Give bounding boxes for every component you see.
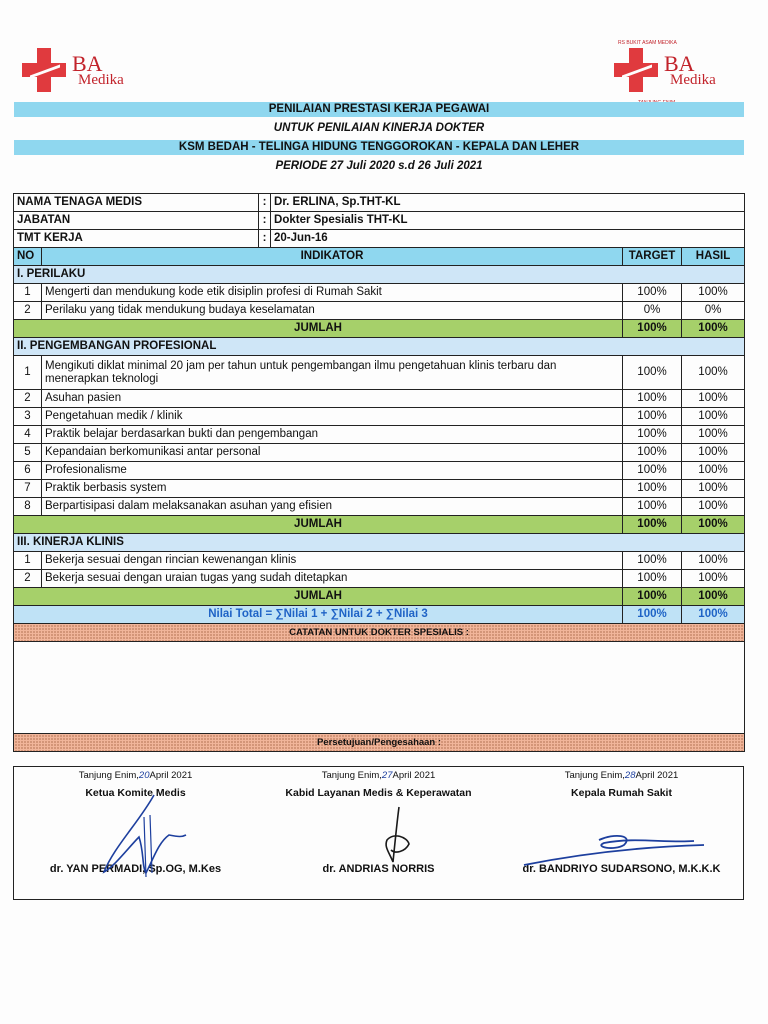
- header-title: PENILAIAN PRESTASI KERJA PEGAWAI: [14, 102, 744, 117]
- section-title: III. KINERJA KLINIS: [14, 534, 745, 552]
- table-row: [14, 570, 745, 588]
- row-target: 100%: [623, 498, 682, 516]
- table-row: [14, 444, 745, 462]
- table-row: [14, 390, 745, 408]
- signer-role: Kabid Layanan Medis & Keperawatan: [285, 787, 472, 799]
- info-separator: :: [259, 212, 271, 230]
- table-row: [14, 408, 745, 426]
- column-header-hasil: HASIL: [682, 248, 745, 266]
- signer-role: Ketua Komite Medis: [85, 787, 186, 799]
- row-hasil: 100%: [682, 284, 745, 302]
- medical-cross-icon: [20, 46, 68, 94]
- evaluation-table: [13, 193, 745, 752]
- header-subtitle: UNTUK PENILAIAN KINERJA DOKTER: [273, 122, 485, 134]
- row-hasil: 100%: [682, 356, 745, 390]
- row-hasil: 100%: [682, 552, 745, 570]
- brand-name: BA: [72, 50, 103, 76]
- row-target: 100%: [623, 444, 682, 462]
- signature-mark: [369, 802, 429, 882]
- signature-column: [257, 767, 500, 875]
- table-row: [14, 356, 745, 390]
- sum-hasil: 100%: [682, 516, 745, 534]
- info-value: Dokter Spesialis THT-KL: [271, 212, 745, 230]
- info-row: [14, 230, 745, 248]
- row-target: 100%: [623, 356, 682, 390]
- row-number: 5: [14, 444, 42, 462]
- notes-header: CATATAN UNTUK DOKTER SPESIALIS :: [14, 624, 745, 642]
- signer-name: dr. ANDRIAS NORRIS: [322, 863, 435, 875]
- date-prefix: Tanjung Enim,: [321, 770, 382, 781]
- signature-box: [13, 766, 744, 900]
- total-target: 100%: [623, 606, 682, 624]
- table-row: [14, 462, 745, 480]
- row-target: 100%: [623, 480, 682, 498]
- date-day: 27: [381, 770, 393, 781]
- signer-role: Kepala Rumah Sakit: [571, 787, 672, 799]
- date-prefix: Tanjung Enim,: [564, 770, 625, 781]
- date-suffix: April 2021: [635, 770, 679, 781]
- signer-name: dr. BANDRIYO SUDARSONO, M.K.K.K: [522, 863, 721, 875]
- column-header-target: TARGET: [623, 248, 682, 266]
- section-header-row: [14, 266, 745, 284]
- approval-header-row: [14, 734, 745, 752]
- row-hasil: 100%: [682, 462, 745, 480]
- row-indicator: Praktik berbasis system: [42, 480, 623, 498]
- row-indicator: Perilaku yang tidak mendukung budaya keselamatan: [42, 302, 623, 320]
- date-prefix: Tanjung Enim,: [78, 770, 139, 781]
- info-label: TMT KERJA: [14, 230, 259, 248]
- total-label: Nilai Total = ∑Nilai 1 + ∑Nilai 2 + ∑Nilai 3: [14, 606, 623, 624]
- sum-target: 100%: [623, 588, 682, 606]
- row-number: 1: [14, 284, 42, 302]
- info-row: [14, 212, 745, 230]
- row-number: 1: [14, 552, 42, 570]
- row-hasil: 100%: [682, 426, 745, 444]
- table-row: [14, 480, 745, 498]
- sum-hasil: 100%: [682, 588, 745, 606]
- row-hasil: 100%: [682, 570, 745, 588]
- row-hasil: 100%: [682, 408, 745, 426]
- row-hasil: 100%: [682, 480, 745, 498]
- row-indicator: Bekerja sesuai dengan uraian tugas yang sudah ditetapkan: [42, 570, 623, 588]
- row-number: 4: [14, 426, 42, 444]
- signature-date: [500, 770, 743, 781]
- table-row: [14, 426, 745, 444]
- info-label: NAMA TENAGA MEDIS: [14, 194, 259, 212]
- sum-target: 100%: [623, 320, 682, 338]
- notes-header-row: [14, 624, 745, 642]
- row-target: 100%: [623, 408, 682, 426]
- row-indicator: Praktik belajar berdasarkan bukti dan pengembangan: [42, 426, 623, 444]
- row-number: 6: [14, 462, 42, 480]
- row-target: 100%: [623, 390, 682, 408]
- row-indicator: Pengetahuan medik / klinik: [42, 408, 623, 426]
- notes-body-row: [14, 642, 745, 734]
- row-indicator: Kepandaian berkomunikasi antar personal: [42, 444, 623, 462]
- table-header-row: [14, 248, 745, 266]
- date-suffix: April 2021: [392, 770, 436, 781]
- row-hasil: 100%: [682, 390, 745, 408]
- header-department: KSM BEDAH - TELINGA HIDUNG TENGGOROKAN - KEPALA DAN LEHER: [14, 140, 744, 155]
- date-suffix: April 2021: [149, 770, 193, 781]
- approval-header: Persetujuan/Pengesahaan :: [14, 734, 745, 752]
- header-period: PERIODE 27 Juli 2020 s.d 26 Juli 2021: [275, 160, 483, 172]
- seal-top-text: RS BUKIT ASAM MEDIKA: [618, 40, 677, 46]
- column-header-indikator: INDIKATOR: [42, 248, 623, 266]
- sum-row: [14, 588, 745, 606]
- total-row: [14, 606, 745, 624]
- table-row: [14, 284, 745, 302]
- section-title: I. PERILAKU: [14, 266, 745, 284]
- row-target: 100%: [623, 462, 682, 480]
- row-target: 100%: [623, 284, 682, 302]
- row-number: 2: [14, 302, 42, 320]
- row-number: 1: [14, 356, 42, 390]
- row-indicator: Mengerti dan mendukung kode etik disiplin profesi di Rumah Sakit: [42, 284, 623, 302]
- sum-row: [14, 320, 745, 338]
- table-row: [14, 498, 745, 516]
- brand-subname: Medika: [670, 71, 716, 88]
- row-indicator: Mengikuti diklat minimal 20 jam per tahun untuk pengembangan ilmu pengetahuan klinis terbaru dan menerapkan teknologi: [42, 356, 623, 390]
- sum-label: JUMLAH: [14, 320, 623, 338]
- signature-date: [257, 770, 500, 781]
- info-row: [14, 194, 745, 212]
- row-number: 7: [14, 480, 42, 498]
- sum-label: JUMLAH: [14, 588, 623, 606]
- sum-target: 100%: [623, 516, 682, 534]
- hospital-logo-left: [20, 46, 124, 94]
- row-number: 3: [14, 408, 42, 426]
- row-indicator: Bekerja sesuai dengan rincian kewenangan klinis: [42, 552, 623, 570]
- row-target: 100%: [623, 426, 682, 444]
- info-label: JABATAN: [14, 212, 259, 230]
- hospital-logo-right: [612, 40, 716, 94]
- signature-mark: [514, 825, 714, 875]
- table-row: [14, 302, 745, 320]
- column-header-no: NO: [14, 248, 42, 266]
- signature-mark: [84, 777, 194, 887]
- section-header-row: [14, 338, 745, 356]
- sum-hasil: 100%: [682, 320, 745, 338]
- section-header-row: [14, 534, 745, 552]
- row-indicator: Asuhan pasien: [42, 390, 623, 408]
- signer-name: dr. YAN PERMADI, Sp.OG, M.Kes: [49, 863, 222, 875]
- sum-row: [14, 516, 745, 534]
- info-separator: :: [259, 230, 271, 248]
- row-target: 0%: [623, 302, 682, 320]
- row-hasil: 0%: [682, 302, 745, 320]
- total-hasil: 100%: [682, 606, 745, 624]
- brand-subname: Medika: [78, 71, 124, 88]
- row-indicator: Berpartisipasi dalam melaksanakan asuhan yang efisien: [42, 498, 623, 516]
- info-separator: :: [259, 194, 271, 212]
- row-indicator: Profesionalisme: [42, 462, 623, 480]
- info-value: Dr. ERLINA, Sp.THT-KL: [271, 194, 745, 212]
- info-value: 20-Jun-16: [271, 230, 745, 248]
- row-number: 2: [14, 390, 42, 408]
- sum-label: JUMLAH: [14, 516, 623, 534]
- medical-cross-icon: [612, 46, 660, 94]
- date-day: 28: [624, 770, 636, 781]
- notes-body: [14, 642, 745, 734]
- row-hasil: 100%: [682, 498, 745, 516]
- row-hasil: 100%: [682, 444, 745, 462]
- row-number: 8: [14, 498, 42, 516]
- row-number: 2: [14, 570, 42, 588]
- section-title: II. PENGEMBANGAN PROFESIONAL: [14, 338, 745, 356]
- table-row: [14, 552, 745, 570]
- row-target: 100%: [623, 552, 682, 570]
- brand-name: BA: [664, 50, 695, 76]
- signature-column: [500, 767, 743, 875]
- row-target: 100%: [623, 570, 682, 588]
- date-day: 20: [138, 770, 150, 781]
